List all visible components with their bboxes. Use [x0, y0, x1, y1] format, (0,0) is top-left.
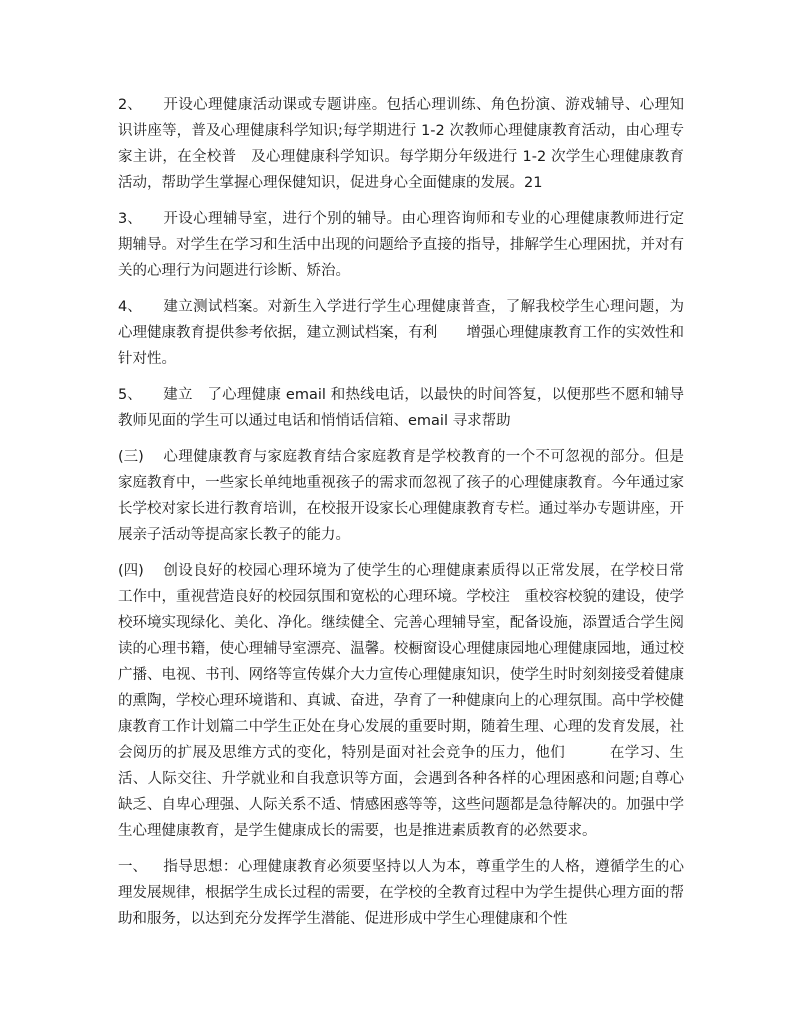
- paragraph-marker: 一、: [118, 859, 147, 875]
- paragraph-4: [118, 294, 684, 372]
- paragraph-marker: 3、: [118, 211, 142, 227]
- paragraph-marker: 2、: [118, 97, 142, 113]
- paragraph-text: 创设良好的校园心理环境为了使学生的心理健康素质得以正常发展，在学校日常工作中，重视营造良好的校园氛围和宽松的心理环境。学校注 重校容校貌的建设，使学校环境实现绿化、美化、净化。继续健全、完善心理辅导室，配备设施，添置适合学生阅读的心理书籍，使心理辅导室漂亮、温馨。校橱窗设心理健康园地心理健康园地，通过校广播、电视、书刊、网络等宣传媒介大力宣传心理健康知识，使学生时时刻刻接受着健康的熏陶，学校心理环境谐和、真诚、奋进，孕育了一种健康向上的心理氛围。高中学校健康教育工作计划篇二中学生正处在身心发展的重要时期，随着生理、心理的发育发展，社会阅历的扩展及思维方式的变化，特别是面对社会竞争的压力，他们 在学习、生活、人际交往、升学就业和自我意识等方面，会遇到各种各样的心理困惑和问题;自尊心缺乏、自卑心理强、人际关系不适、情感困惑等等，这些问题都是急待解决的。加强中学生心理健康教育，是学生健康成长的需要，也是推进素质教育的必然要求。: [118, 563, 684, 839]
- paragraph-text: 心理健康教育与家庭教育结合家庭教育是学校教育的一个不可忽视的部分。但是家庭教育中，一些家长单纯地重视孩子的需求而忽视了孩子的心理健康教育。今年通过家长学校对家长进行教育培训，在校报开设家长心理健康教育专栏。通过举办专题讲座，开展亲子活动等提高家长教子的能力。: [118, 449, 684, 543]
- paragraph-section-4: [118, 558, 684, 844]
- paragraph-guiding-ideology: [118, 854, 684, 932]
- paragraph-marker: 4、: [118, 299, 142, 315]
- paragraph-section-3: [118, 444, 684, 548]
- paragraph-text: 开设心理健康活动课或专题讲座。包括心理训练、角色扮演、游戏辅导、心理知识讲座等，普及心理健康科学知识;每学期进行 1-2 次教师心理健康教育活动，由心理专家主讲，在全校普 及心理健康科学知识。每学期分年级进行 1-2 次学生心理健康教育活动，帮助学生掌握心理保健知识，促进身心全面健康的发展。21: [118, 97, 684, 191]
- document-page: [118, 92, 684, 942]
- paragraph-text: 开设心理辅导室，进行个别的辅导。由心理咨询师和专业的心理健康教师进行定期辅导。对学生在学习和生活中出现的问题给予直接的指导，排解学生心理困扰，并对有关的心理行为问题进行诊断、矫治。: [118, 211, 684, 279]
- paragraph-text: 建立 了心理健康 email 和热线电话，以最快的时间答复，以便那些不愿和辅导教师见面的学生可以通过电话和悄悄话信箱、email 寻求帮助: [118, 387, 684, 429]
- paragraph-marker: 5、: [118, 387, 142, 403]
- paragraph-marker: (三): [118, 449, 144, 465]
- paragraph-text: 指导思想：心理健康教育必须要坚持以人为本，尊重学生的人格，遵循学生的心理发展规律，根据学生成长过程的需要，在学校的全教育过程中为学生提供心理方面的帮助和服务，以达到充分发挥学生潜能、促进形成中学生心理健康和个性: [118, 859, 684, 927]
- paragraph-5: [118, 382, 684, 434]
- paragraph-text: 建立测试档案。对新生入学进行学生心理健康普查，了解我校学生心理问题，为心理健康教育提供参考依据，建立测试档案，有利 增强心理健康教育工作的实效性和针对性。: [118, 299, 684, 367]
- paragraph-3: [118, 206, 684, 284]
- paragraph-marker: (四): [118, 563, 144, 579]
- paragraph-2: [118, 92, 684, 196]
